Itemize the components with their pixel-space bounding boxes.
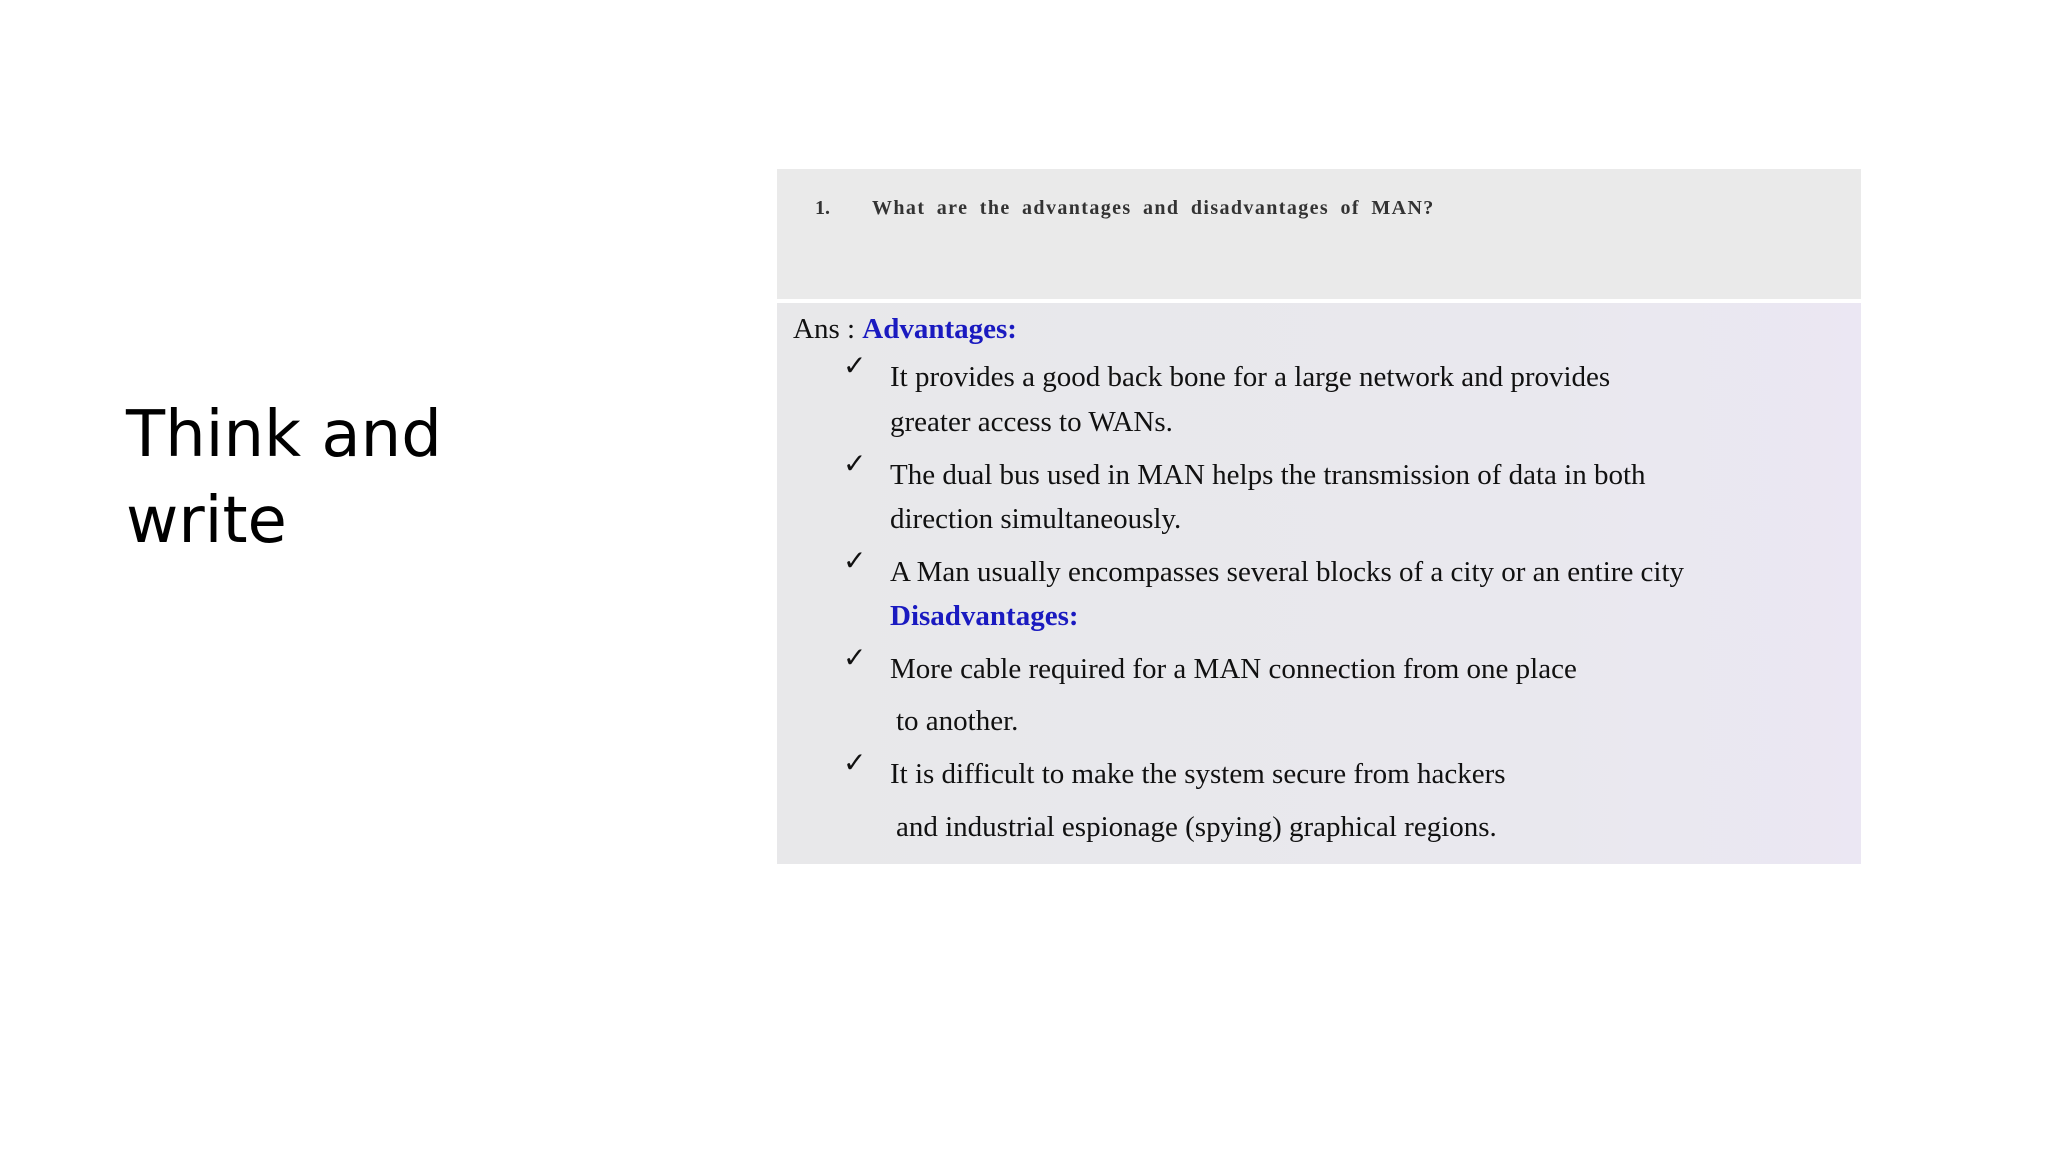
advantage-1-line-2: greater access to WANs. [890,406,1173,438]
answer-heading-line [793,313,1017,346]
checkmark-icon: ✓ [843,544,867,577]
qa-image-panel [777,169,1861,864]
question-number: 1. [815,197,830,219]
disadvantage-2-line-2: and industrial espionage (spying) graphical regions. [896,811,1497,843]
answer-prefix: Ans : [793,313,863,345]
checkmark-icon: ✓ [843,349,867,382]
advantage-2-line-1: The dual bus used in MAN helps the transmission of data in both [890,459,1646,491]
disadvantage-1-line-1: More cable required for a MAN connection from one place [890,653,1577,685]
disadvantage-1-line-2: to another. [896,705,1019,737]
disadvantage-2-line-1: It is difficult to make the system secure from hackers [890,758,1506,790]
checkmark-icon: ✓ [843,641,867,674]
advantages-heading: Advantages: [862,313,1017,345]
disadvantages-heading: Disadvantages: [890,600,1079,632]
answer-box [777,303,1861,864]
question-text: What are the advantages and disadvantages of MAN? [872,197,1435,219]
question-box [777,169,1861,299]
slide-title-line-2: write [126,484,287,558]
advantage-2-line-2: direction simultaneously. [890,503,1182,535]
checkmark-icon: ✓ [843,447,867,480]
slide-title-line-1: Think and [126,398,442,472]
slide-title [126,392,686,564]
advantage-3-line-1: A Man usually encompasses several blocks of a city or an entire city [890,556,1685,588]
advantage-1-line-1: It provides a good back bone for a large network and provides [890,361,1611,393]
checkmark-icon: ✓ [843,746,867,779]
